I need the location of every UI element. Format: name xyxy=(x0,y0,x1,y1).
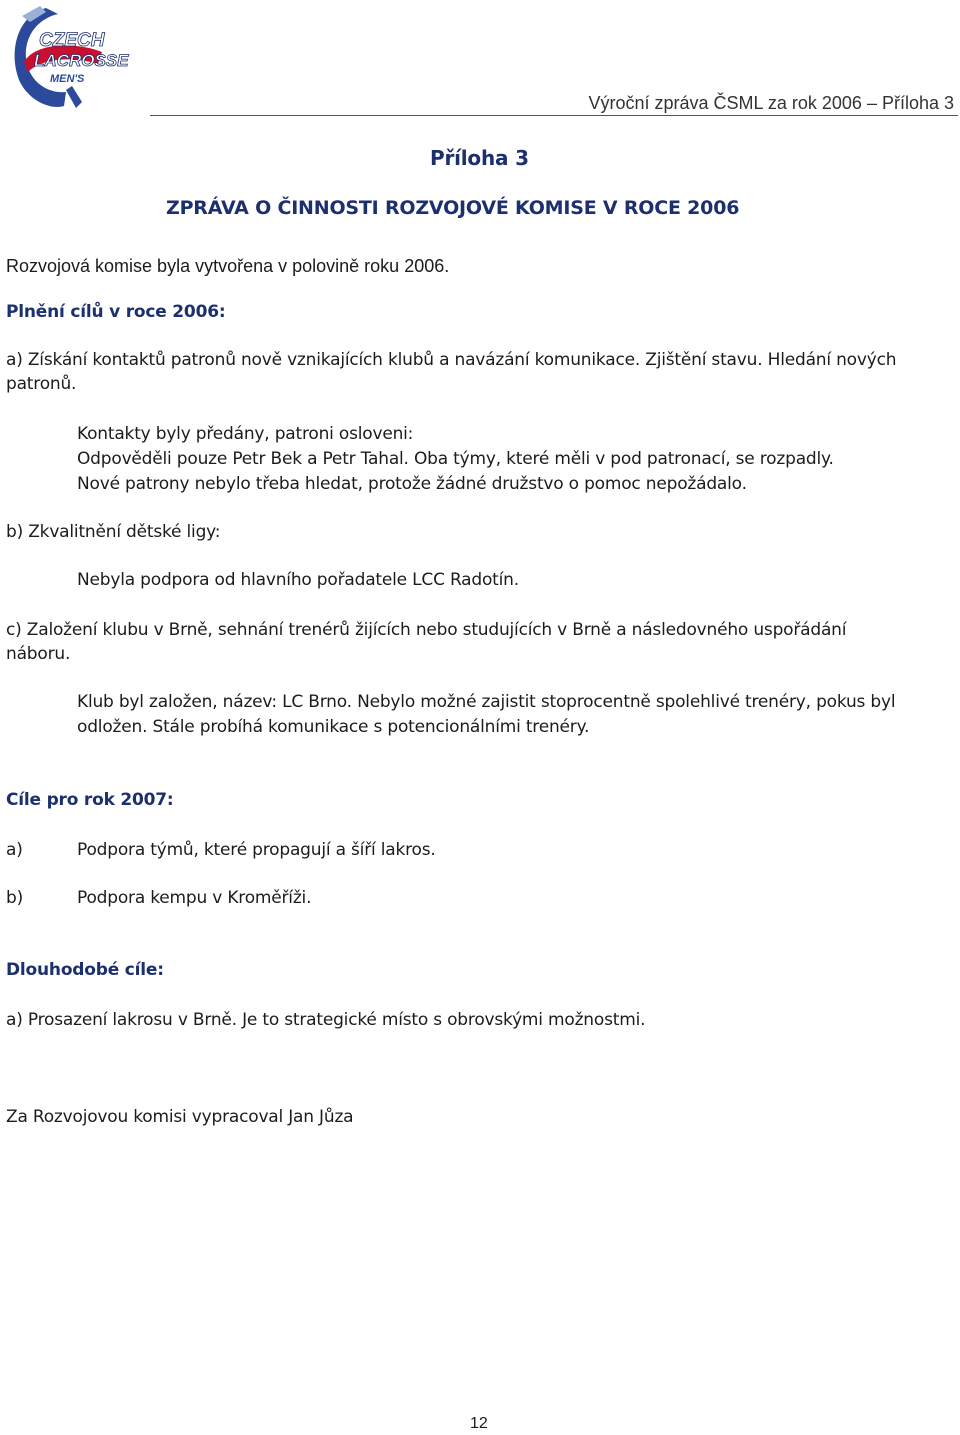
goal-2007-text-b: Podpora kempu v Kroměříži. xyxy=(77,888,312,908)
goal-a-line2: patronů. xyxy=(6,374,77,394)
intro-text: Rozvojová komise byla vytvořena v polovině roku 2006. xyxy=(6,256,450,276)
goal-c-detail1: Klub byl založen, název: LC Brno. Nebylo možné zajistit stoprocentně spolehlivé trenéry, pokus byl xyxy=(77,692,896,712)
running-title: Výroční zpráva ČSML za rok 2006 – Příloha 3 xyxy=(588,93,954,113)
goal-2007-marker-b: b) xyxy=(6,888,24,908)
svg-text:MEN'S: MEN'S xyxy=(50,73,85,85)
signature: Za Rozvojovou komisi vypracoval Jan Jůza xyxy=(6,1107,354,1127)
goal-a-detail3: Nové patrony nebylo třeba hledat, protože žádné družstvo o pomoc nepožádalo. xyxy=(77,474,747,494)
goal-c-line2: náboru. xyxy=(6,644,71,664)
goal-2007-marker-a: a) xyxy=(6,840,23,860)
svg-text:CZECH: CZECH xyxy=(39,30,105,51)
goals-2006-heading: Plnění cílů v roce 2006: xyxy=(6,302,226,322)
report-heading: ZPRÁVA O ČINNOSTI ROZVOJOVÉ KOMISE V ROCE 2006 xyxy=(166,197,740,219)
goal-a-detail1: Kontakty byly předány, patroni osloveni: xyxy=(77,424,414,444)
svg-text:LACROSSE: LACROSSE xyxy=(34,51,129,70)
header-divider xyxy=(150,115,958,116)
goal-b-detail1: Nebyla podpora od hlavního pořadatele LCC Radotín. xyxy=(77,570,519,590)
goals-2007-heading: Cíle pro rok 2007: xyxy=(6,790,174,810)
page-number: 12 xyxy=(470,1415,488,1432)
goal-c-detail2: odložen. Stále probíhá komunikace s potencionálními trenéry. xyxy=(77,717,590,737)
long-term-item: a) Prosazení lakrosu v Brně. Je to strategické místo s obrovskými možnostmi. xyxy=(6,1010,646,1030)
appendix-title: Příloha 3 xyxy=(430,146,529,170)
czech-lacrosse-logo xyxy=(6,2,134,112)
goal-b-line1: b) Zkvalitnění dětské ligy: xyxy=(6,522,221,542)
goal-c-line1: c) Založení klubu v Brně, sehnání trenérů žijících nebo studujících v Brně a následovného uspořádání xyxy=(6,620,847,640)
goal-2007-text-a: Podpora týmů, které propagují a šíří lakros. xyxy=(77,840,436,860)
long-term-heading: Dlouhodobé cíle: xyxy=(6,960,164,980)
goal-a-detail2: Odpověděli pouze Petr Bek a Petr Tahal. Oba týmy, které měli v pod patronací, se rozpadly. xyxy=(77,449,834,469)
goal-a-line1: a) Získání kontaktů patronů nově vznikajících klubů a navázání komunikace. Zjištění stavu. Hledání nových xyxy=(6,350,897,370)
